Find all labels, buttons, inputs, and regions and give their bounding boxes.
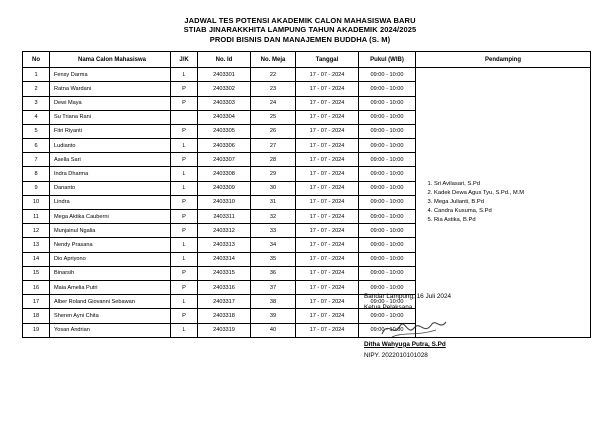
cell-no-id: 2403315	[198, 266, 251, 280]
cell-tanggal: 17 - 07 - 2024	[296, 167, 359, 181]
cell-no-meja: 37	[251, 280, 296, 294]
cell-pukul: 09:00 - 10:00	[359, 309, 416, 323]
signature-place-date: Bandar Lampung, 16 Juli 2024	[364, 293, 452, 300]
title-line-3: PRODI BISNIS DAN MANAJEMEN BUDDHA (S. M)	[209, 34, 391, 44]
cell-no: 8	[23, 167, 50, 181]
header-jk: J/K	[171, 52, 198, 68]
document-title-block	[22, 16, 578, 44]
cell-pukul: 09:00 - 10:00	[359, 295, 416, 309]
cell-jk	[171, 110, 198, 124]
cell-no: 14	[23, 252, 50, 266]
cell-tanggal: 17 - 07 - 2024	[296, 82, 359, 96]
cell-no-meja: 40	[251, 323, 296, 337]
cell-nama: Su Triana Rani	[50, 110, 171, 124]
cell-no: 5	[23, 124, 50, 138]
cell-no-id: 2403314	[198, 252, 251, 266]
cell-jk: L	[171, 68, 198, 82]
cell-no-id: 2403307	[198, 153, 251, 167]
cell-pukul: 09:00 - 10:00	[359, 167, 416, 181]
header-no: No	[23, 52, 50, 68]
cell-pukul: 09:00 - 10:00	[359, 82, 416, 96]
cell-no-id: 2403301	[198, 68, 251, 82]
cell-no-meja: 35	[251, 252, 296, 266]
cell-nama: Maia Amelia Putri	[50, 280, 171, 294]
cell-tanggal: 17 - 07 - 2024	[296, 266, 359, 280]
cell-nama: Mega Aktika Cauberni	[50, 210, 171, 224]
cell-no-meja: 36	[251, 266, 296, 280]
cell-no-id: 2403305	[198, 124, 251, 138]
cell-no: 10	[23, 195, 50, 209]
cell-no-meja: 26	[251, 124, 296, 138]
cell-tanggal: 17 - 07 - 2024	[296, 323, 359, 337]
cell-no: 9	[23, 181, 50, 195]
cell-no-meja: 38	[251, 295, 296, 309]
cell-no: 17	[23, 295, 50, 309]
cell-tanggal: 17 - 07 - 2024	[296, 295, 359, 309]
cell-no-meja: 24	[251, 96, 296, 110]
cell-no-id: 2403310	[198, 195, 251, 209]
cell-no: 15	[23, 266, 50, 280]
cell-nama: Yosan Andrian	[50, 323, 171, 337]
cell-nama: Dananto	[50, 181, 171, 195]
signature-role: Ketua Pelaksana	[364, 303, 413, 311]
cell-no-id: 2403313	[198, 238, 251, 252]
pendamping-list-wrap	[416, 178, 590, 227]
handwritten-signature-icon	[378, 316, 448, 340]
cell-no-id: 2403302	[198, 82, 251, 96]
cell-nama: Dio Apriyono	[50, 252, 171, 266]
cell-jk: P	[171, 96, 198, 110]
cell-no: 6	[23, 139, 50, 153]
cell-no-id: 2403304	[198, 110, 251, 124]
cell-jk: P	[171, 195, 198, 209]
cell-tanggal: 17 - 07 - 2024	[296, 153, 359, 167]
cell-no-id: 2403317	[198, 295, 251, 309]
header-nama: Nama Calon Mahasiswa	[50, 52, 171, 68]
header-no-id: No. Id	[198, 52, 251, 68]
cell-jk: P	[171, 280, 198, 294]
cell-tanggal: 17 - 07 - 2024	[296, 195, 359, 209]
cell-no: 16	[23, 280, 50, 294]
header-tanggal: Tanggal	[296, 52, 359, 68]
cell-nama: Fensy Darma	[50, 68, 171, 82]
cell-pukul: 09:00 - 10:00	[359, 252, 416, 266]
cell-no-id: 2403312	[198, 224, 251, 238]
cell-pukul: 09:00 - 10:00	[359, 195, 416, 209]
pendamping-item: 1. Sri Avilasari, S.Pd	[434, 180, 586, 189]
title-line-2: STIAB JINARAKKHITA LAMPUNG TAHUN AKADEMIK 2024/2025	[183, 25, 417, 35]
cell-jk: P	[171, 224, 198, 238]
cell-no-meja: 39	[251, 309, 296, 323]
cell-tanggal: 17 - 07 - 2024	[296, 139, 359, 153]
cell-pukul: 09:00 - 10:00	[359, 124, 416, 138]
cell-no-meja: 30	[251, 181, 296, 195]
cell-no-meja: 34	[251, 238, 296, 252]
title-line-1: JADWAL TES POTENSI AKADEMIK CALON MAHASISWA BARU	[184, 16, 416, 25]
cell-no-meja: 28	[251, 153, 296, 167]
cell-nama: Dewi Maya	[50, 96, 171, 110]
pendamping-item: 5. Ria Astika, B.Pd	[434, 216, 586, 225]
cell-nama: Ratna Wardani	[50, 82, 171, 96]
cell-no: 13	[23, 238, 50, 252]
cell-nama: Binarsih	[50, 266, 171, 280]
cell-jk: L	[171, 139, 198, 153]
cell-nama: Munjainul Ngalia	[50, 224, 171, 238]
header-pendamping: Pendamping	[416, 52, 591, 68]
cell-no: 7	[23, 153, 50, 167]
cell-no: 11	[23, 210, 50, 224]
pendamping-list	[426, 180, 586, 225]
cell-no: 19	[23, 323, 50, 337]
cell-no-id: 2403308	[198, 167, 251, 181]
cell-no: 4	[23, 110, 50, 124]
cell-tanggal: 17 - 07 - 2024	[296, 210, 359, 224]
cell-jk: L	[171, 252, 198, 266]
cell-no-id: 2403303	[198, 96, 251, 110]
cell-no-meja: 27	[251, 139, 296, 153]
cell-tanggal: 17 - 07 - 2024	[296, 110, 359, 124]
cell-no: 12	[23, 224, 50, 238]
signature-block	[364, 292, 574, 362]
cell-jk: P	[171, 266, 198, 280]
pendamping-item: 4. Candra Kusuma, S.Pd	[434, 207, 586, 216]
cell-jk: P	[171, 82, 198, 96]
cell-no: 2	[23, 82, 50, 96]
cell-pukul: 09:00 - 10:00	[359, 181, 416, 195]
cell-jk: L	[171, 181, 198, 195]
cell-nama: Fitri Riyanti	[50, 124, 171, 138]
cell-jk: L	[171, 323, 198, 337]
cell-pukul: 09:00 - 10:00	[359, 96, 416, 110]
cell-pukul: 09:00 - 10:00	[359, 224, 416, 238]
cell-no-meja: 23	[251, 82, 296, 96]
cell-nama: Asella Sari	[50, 153, 171, 167]
cell-no-id: 2403319	[198, 323, 251, 337]
cell-pukul: 09:00 - 10:00	[359, 153, 416, 167]
signature-space	[364, 314, 574, 340]
cell-nama: Ludianto	[50, 139, 171, 153]
cell-tanggal: 17 - 07 - 2024	[296, 224, 359, 238]
cell-jk: P	[171, 309, 198, 323]
cell-no-id: 2403318	[198, 309, 251, 323]
header-pukul: Pukul (WIB)	[359, 52, 416, 68]
cell-jk: L	[171, 295, 198, 309]
cell-no: 1	[23, 68, 50, 82]
table-header-row	[23, 52, 591, 68]
cell-no: 18	[23, 309, 50, 323]
cell-tanggal: 17 - 07 - 2024	[296, 181, 359, 195]
cell-nama: Sheren Ayni Chita	[50, 309, 171, 323]
cell-jk: P	[171, 124, 198, 138]
cell-no-meja: 25	[251, 110, 296, 124]
cell-tanggal: 17 - 07 - 2024	[296, 280, 359, 294]
cell-tanggal: 17 - 07 - 2024	[296, 96, 359, 110]
table-row	[23, 68, 591, 82]
cell-tanggal: 17 - 07 - 2024	[296, 238, 359, 252]
signature-name: Ditha Wahyuga Putra, S.Pd	[364, 340, 446, 348]
cell-pukul: 09:00 - 10:00	[359, 266, 416, 280]
cell-tanggal: 17 - 07 - 2024	[296, 252, 359, 266]
header-no-meja: No. Meja	[251, 52, 296, 68]
cell-nama: Alber Roland Giovanni Sebawan	[50, 295, 171, 309]
cell-nama: Indra Dharma	[50, 167, 171, 181]
cell-nama: Lindra	[50, 195, 171, 209]
cell-pukul: 09:00 - 10:00	[359, 323, 416, 337]
cell-pukul: 09:00 - 10:00	[359, 210, 416, 224]
cell-no-meja: 29	[251, 167, 296, 181]
cell-no-meja: 22	[251, 68, 296, 82]
cell-jk: P	[171, 210, 198, 224]
cell-no: 3	[23, 96, 50, 110]
cell-jk: L	[171, 167, 198, 181]
cell-no-meja: 33	[251, 224, 296, 238]
cell-tanggal: 17 - 07 - 2024	[296, 309, 359, 323]
cell-no-id: 2403306	[198, 139, 251, 153]
cell-nama: Nendy Prasana	[50, 238, 171, 252]
cell-no-meja: 31	[251, 195, 296, 209]
pendamping-item: 2. Kadek Dewa Agus Tyu, S.Pd., M.M	[434, 189, 586, 198]
cell-no-id: 2403311	[198, 210, 251, 224]
cell-no-id: 2403309	[198, 181, 251, 195]
cell-no-id: 2403316	[198, 280, 251, 294]
cell-jk: L	[171, 238, 198, 252]
signature-nip: NIPY. 2022010101028	[364, 351, 428, 359]
cell-pukul: 09:00 - 10:00	[359, 139, 416, 153]
cell-no-meja: 32	[251, 210, 296, 224]
cell-pukul: 09:00 - 10:00	[359, 280, 416, 294]
pendamping-item: 3. Mega Julianti, B.Pd	[434, 198, 586, 207]
cell-jk: P	[171, 153, 198, 167]
cell-pukul: 09:00 - 10:00	[359, 110, 416, 124]
cell-pukul: 09:00 - 10:00	[359, 68, 416, 82]
cell-tanggal: 17 - 07 - 2024	[296, 124, 359, 138]
cell-pukul: 09:00 - 10:00	[359, 238, 416, 252]
cell-tanggal: 17 - 07 - 2024	[296, 68, 359, 82]
